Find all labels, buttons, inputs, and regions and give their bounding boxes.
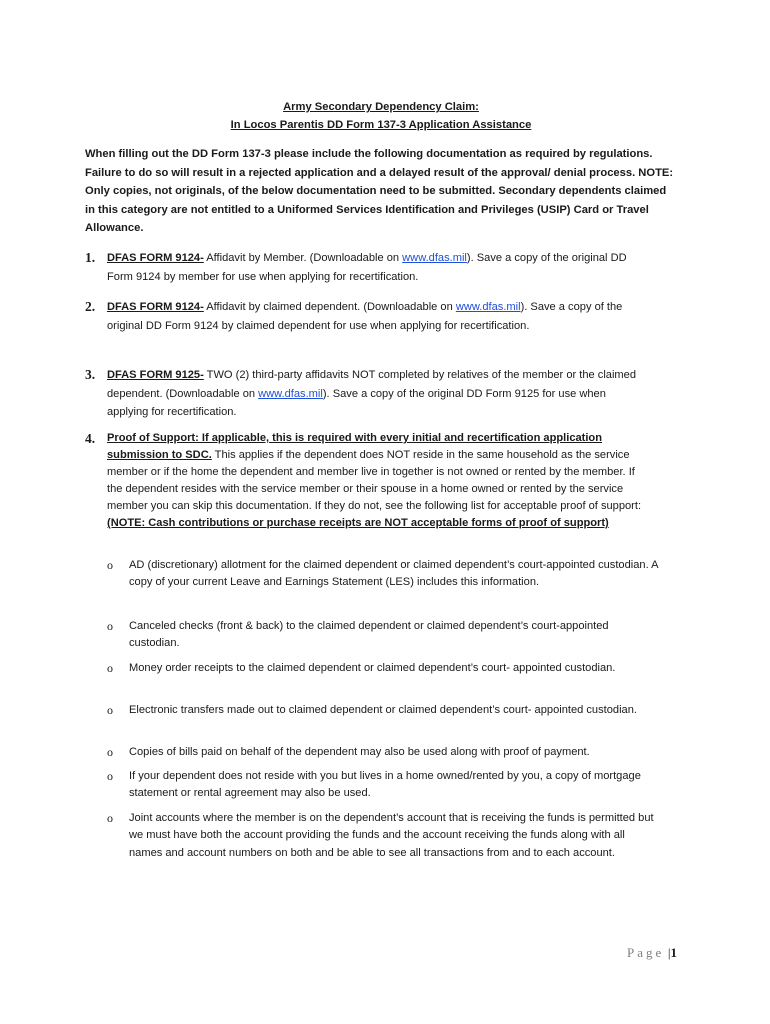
intro-paragraph: When filling out the DD Form 137-3 please include the following documentation as required by regulations. Failure to do so will result in a rejected application and a delayed result of the approval/ denial process. NOTE: Only copies, not originals, of the below documentation need to be submitted. Secondary dependents claimed in this category are not entitled to a Uniformed Services Identification and Privileges (USIP) Card or Travel Allowance. (85, 148, 674, 235)
dfas-link[interactable]: www.dfas.mil (455, 301, 521, 313)
item-text (107, 430, 647, 532)
sub-item-text: If your dependent does not reside with you but lives in a home owned/rented by you, a copy of mortgage statement or rental agreement may also be used. (129, 770, 641, 800)
item-label: DFAS FORM 9124- (107, 301, 204, 313)
sub-item-text: Joint accounts where the member is on the dependent’s account that is receiving the funds is permitted but we must have both the account providing the funds and the account receiving the funds along with all names and account numbers on both and be able to see all transactions from and to each account. (129, 812, 654, 859)
item-text-before: TWO (2) third-party affidavits NOT completed by relatives of the member or the claimed dependent. (Downloadable on (107, 369, 636, 400)
bullet-icon: o (107, 661, 113, 675)
item-text-before: Affidavit by claimed dependent. (Downloadable on (203, 301, 456, 313)
item-number: 2. (85, 299, 96, 314)
item-label: Proof of Support: If applicable, this is required with every initial and recertification application submission to SDC. (107, 432, 602, 461)
document-title-line2: In Locos Parentis DD Form 137-3 Application Assistance (230, 119, 532, 131)
item-text-after: ). Save a copy of the original DD Form 9125 for use when applying for recertification. (107, 387, 606, 419)
item-text (107, 298, 647, 335)
item-text-before: Affidavit by Member. (Downloadable on (203, 252, 403, 264)
sub-item-text: Canceled checks (front & back) to the claimed dependent or claimed dependent’s court-appointed custodian. (129, 620, 609, 650)
bullet-icon: o (107, 811, 113, 825)
dfas-link[interactable]: www.dfas.mil (258, 387, 323, 400)
bullet-icon: o (107, 769, 113, 783)
item-label: DFAS FORM 9124- (107, 252, 204, 264)
item-number: 4. (85, 431, 96, 446)
item-body: This applies if the dependent does NOT reside in the same household as the service member or if the home the dependent and member live in together is not owned or rented by the member. If the dependent resides with the service member or their spouse in a home owned or rented by the service member you can skip this documentation. If they do not, see the following list for acceptable proof of support: (107, 449, 642, 512)
item-text-after: ). Save a copy of the original DD Form 9124 by member for use when applying for recertification. (107, 252, 627, 283)
page-separator: | (667, 945, 671, 960)
item-text (107, 249, 647, 286)
dfas-link[interactable]: www.dfas.mil (402, 252, 467, 264)
page-label: Page (627, 945, 665, 960)
item-text (107, 366, 647, 422)
item-text-after: ). Save a copy of the original DD Form 9124 by claimed dependent for use when applying for recertification. (107, 301, 623, 332)
item-number: 3. (85, 367, 96, 382)
page-number: 1 (670, 945, 678, 960)
sub-item-text: AD (discretionary) allotment for the claimed dependent or claimed dependent’s court-appointed custodian. A copy of your current Leave and Earnings Statement (LES) includes this information. (129, 559, 658, 589)
bullet-icon: o (107, 619, 113, 633)
bullet-icon: o (107, 558, 113, 572)
item-label: DFAS FORM 9125- (107, 369, 204, 381)
sub-item-text: Money order receipts to the claimed dependent or claimed dependent’s court- appointed custodian. (129, 662, 616, 674)
page-footer (627, 945, 677, 961)
document-title-line1: Army Secondary Dependency Claim: (283, 101, 479, 113)
sub-item-text: Electronic transfers made out to claimed dependent or claimed dependent’s court- appointed custodian. (129, 704, 637, 716)
item-number: 1. (85, 250, 96, 265)
bullet-icon: o (107, 703, 113, 717)
bullet-icon: o (107, 745, 113, 759)
item-note: (NOTE: Cash contributions or purchase receipts are NOT acceptable forms of proof of support) (107, 517, 609, 529)
sub-item-text: Copies of bills paid on behalf of the dependent may also be used along with proof of payment. (129, 746, 590, 758)
